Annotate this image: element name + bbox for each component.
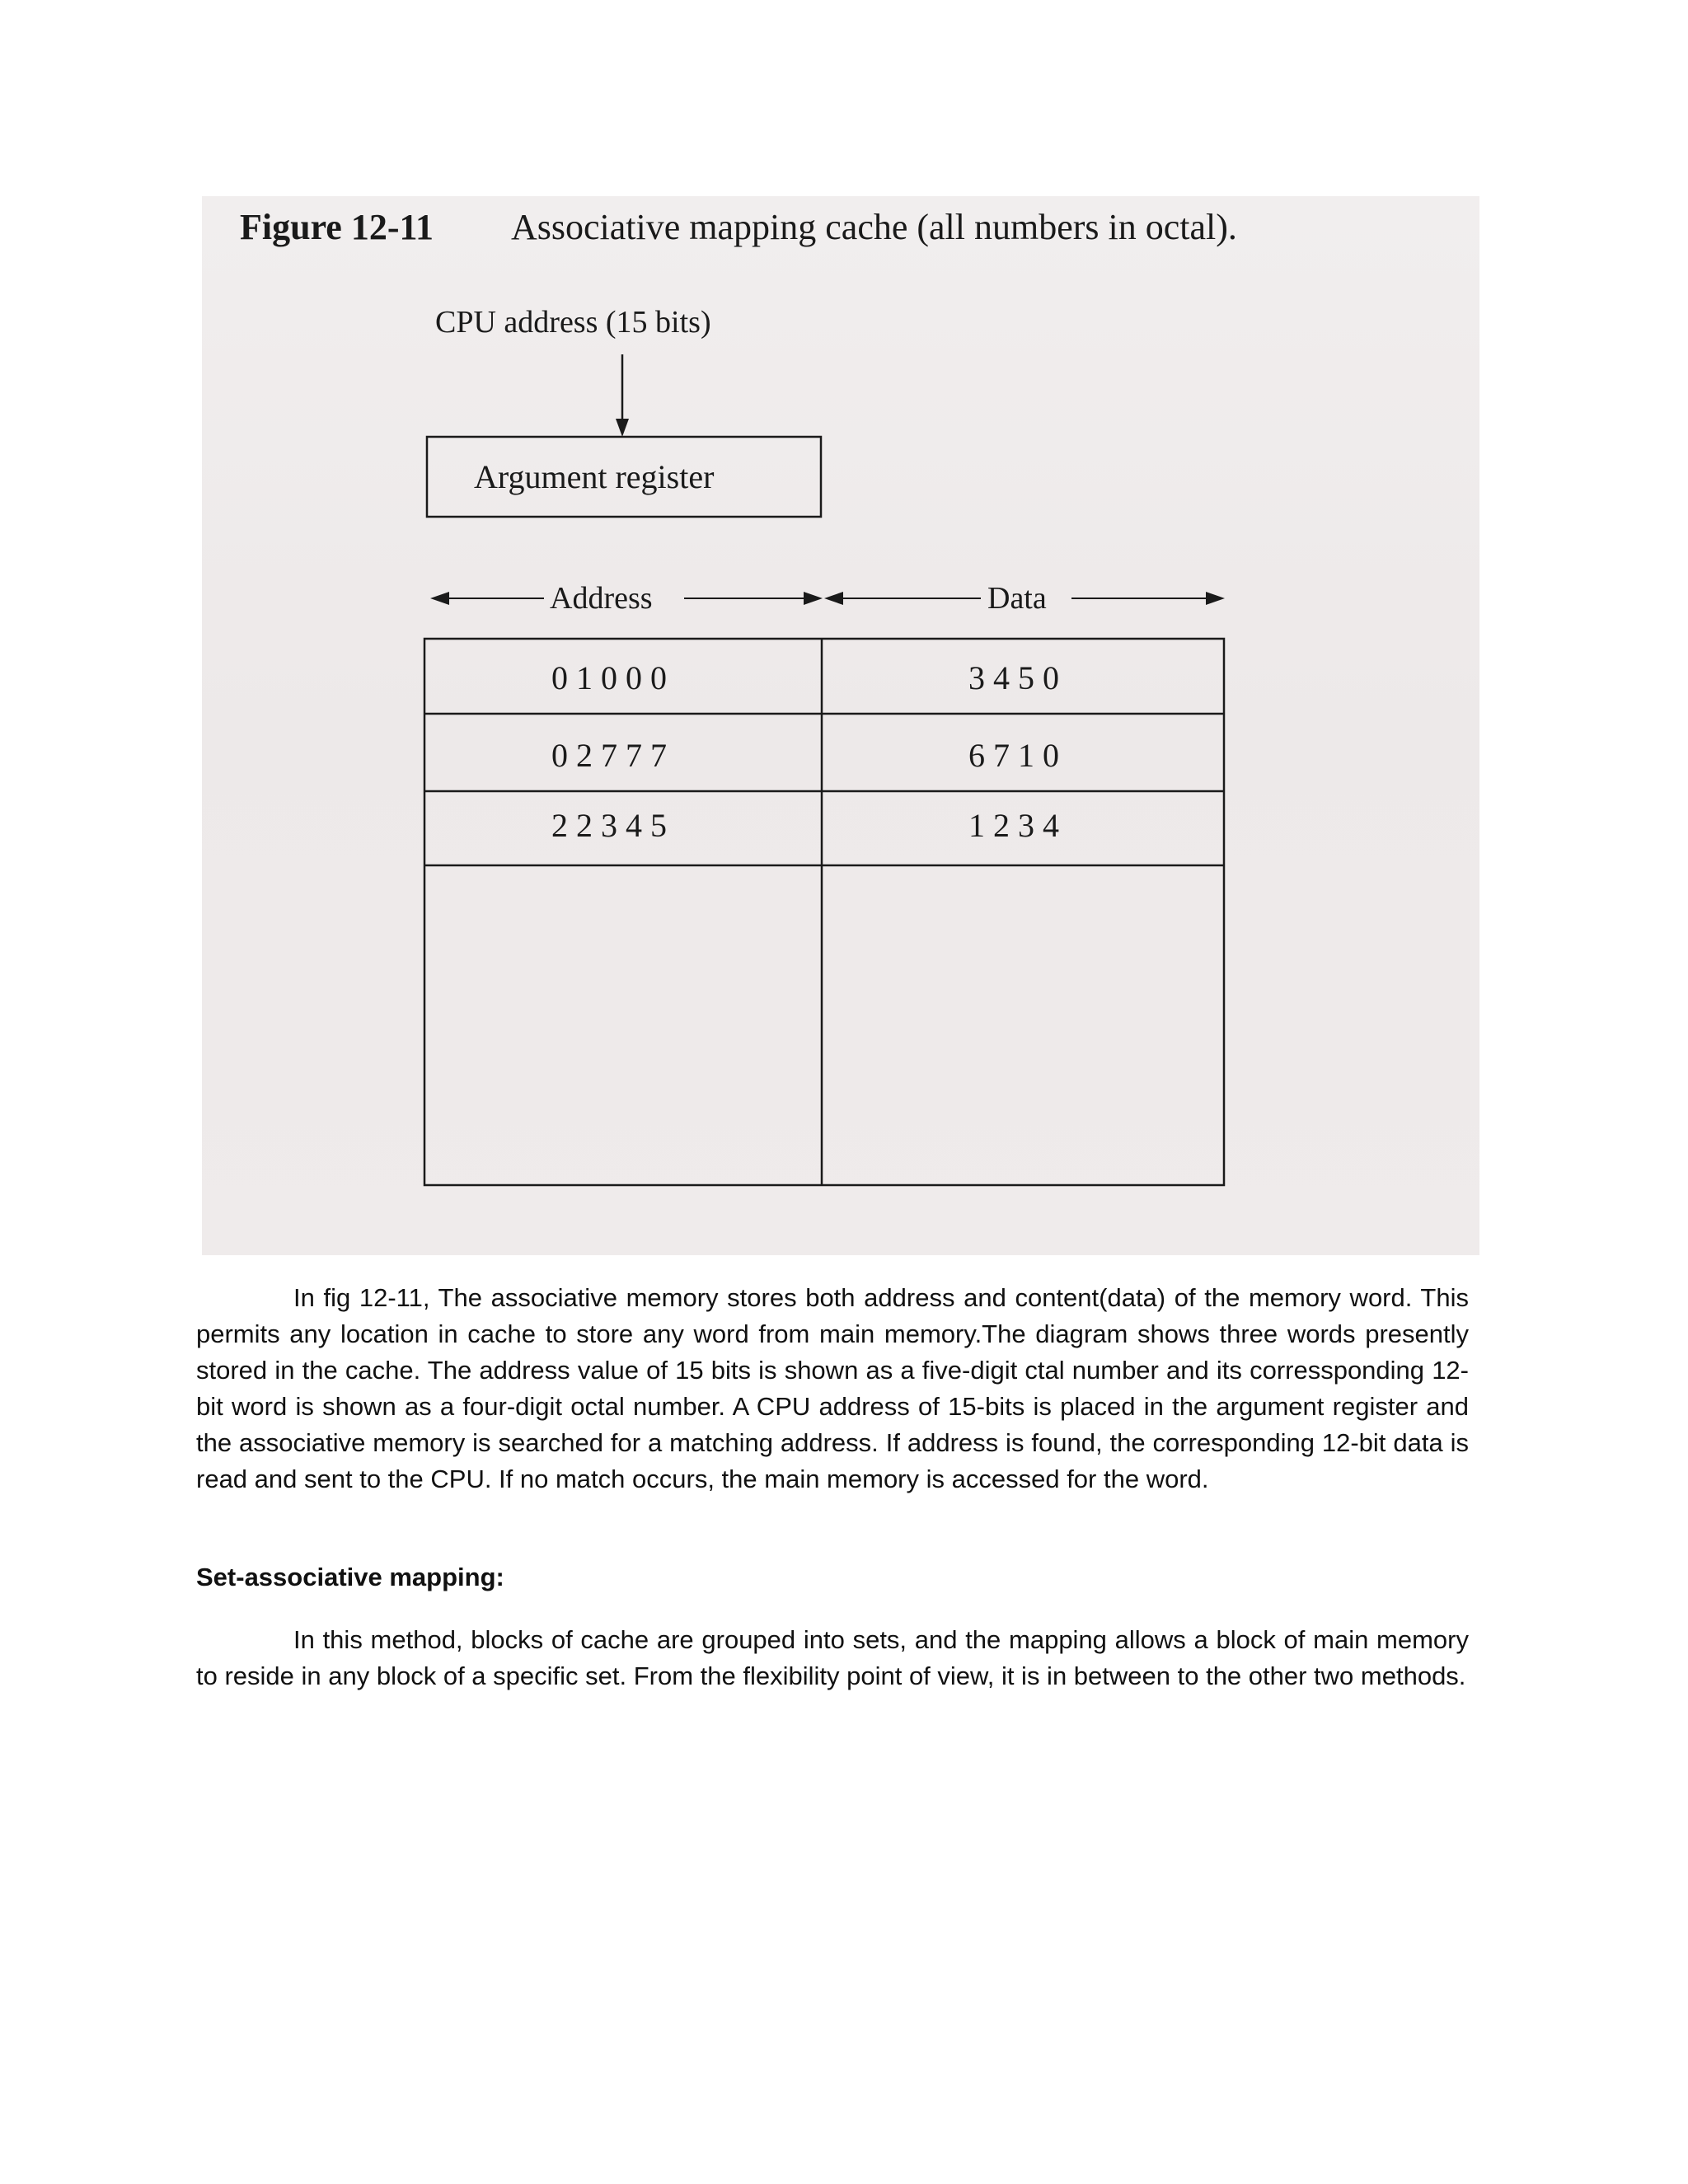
data-header: Data xyxy=(987,581,1047,616)
data-arrow-left-head xyxy=(824,592,843,605)
address-arrow-left-head xyxy=(430,592,449,605)
row-1-address: 0 1 0 0 0 xyxy=(551,659,667,696)
address-arrow-right-head xyxy=(804,592,823,605)
address-header: Address xyxy=(550,581,653,616)
row-1-data: 3 4 5 0 xyxy=(968,659,1059,696)
cpu-address-label: CPU address (15 bits) xyxy=(435,305,711,340)
row-3-address: 2 2 3 4 5 xyxy=(551,807,667,844)
row-2-address: 0 2 7 7 7 xyxy=(551,737,667,774)
associative-memory-table xyxy=(424,639,1224,1185)
figure-caption-text: Associative mapping cache (all numbers in octal). xyxy=(511,207,1237,247)
figure-caption-label: Figure 12-11 xyxy=(240,207,434,247)
body-paragraph-1: In fig 12-11, The associative memory stores both address and content(data) of the memory word. This permits any location in cache to store any word from main memory.The diagram shows three words presently stored in the cache. The address value of 15 bits is shown as a five-digit ctal number and its corressponding 12-bit word is shown as a four-digit octal number. A CPU address of 15-bits is placed in the argument register and the associative memory is searched for a matching address. If address is found, the corresponding 12-bit data is read and sent to the CPU. If no match occurs, the main memory is accessed for the word. xyxy=(196,1283,1469,1493)
row-2-data: 6 7 1 0 xyxy=(968,737,1059,774)
argument-register-label: Argument register xyxy=(474,458,715,495)
section-heading: Set-associative mapping: xyxy=(196,1563,504,1591)
figure-scan xyxy=(202,196,1479,1255)
cpu-to-register-arrowhead xyxy=(616,419,629,437)
data-arrow-right-head xyxy=(1206,592,1225,605)
body-paragraph-2: In this method, blocks of cache are grouped into sets, and the mapping allows a block of main memory to reside in any block of a specific set. From the flexibility point of view, it is in between to the other two methods. xyxy=(196,1625,1469,1690)
row-3-data: 1 2 3 4 xyxy=(968,807,1059,844)
associative-mapping-diagram xyxy=(202,196,1479,1255)
